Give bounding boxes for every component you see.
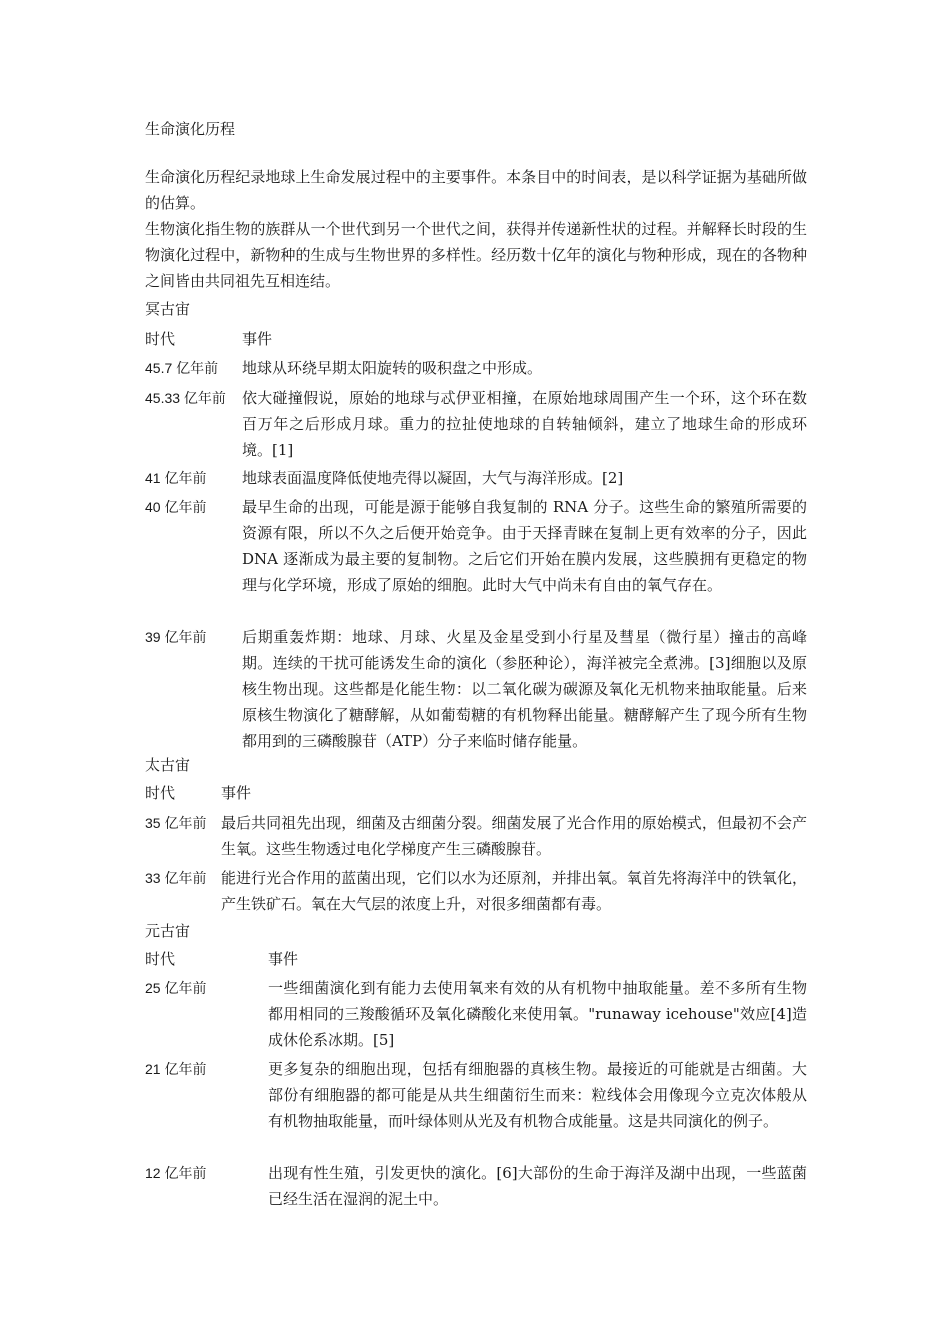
event-description: 地球从环绕早期太阳旋转的吸积盘之中形成。 xyxy=(242,359,543,377)
event-time: 25 亿年前 xyxy=(145,980,207,996)
table-row xyxy=(145,465,807,491)
intro-paragraph: 生物演化指生物的族群从一个世代到另一个世代之间，获得并传递新性状的过程。并解释长时段的生物演化过程中，新物种的生成与生物世界的多样性。经历数十亿年的演化与物种形成，现在的各物种之间皆由共同祖先互相连结。 xyxy=(145,220,807,290)
event-description: 能进行光合作用的蓝菌出现，它们以水为还原剂，并排出氧。氧首先将海洋中的铁氧化，产生铁矿石。氧在大气层的浓度上升，对很多细菌都有毒。 xyxy=(221,869,807,913)
event-description: 最后共同祖先出现，细菌及古细菌分裂。细菌发展了光合作用的原始模式，但最初不会产生氧。这些生物透过电化学梯度产生三磷酸腺苷。 xyxy=(221,814,807,858)
column-header-event: 事件 xyxy=(268,950,299,968)
event-description: 地球表面温度降低使地壳得以凝固，大气与海洋形成。[2] xyxy=(242,469,624,487)
table-row xyxy=(145,1056,807,1160)
event-description: 一些细菌演化到有能力去使用氧来有效的从有机物中抽取能量。差不多所有生物都用相同的三羧酸循环及氧化磷酸化来使用氧。"runaway icehouse"效应[4]造成休伦系冰期。[5] xyxy=(268,979,807,1049)
table-row xyxy=(145,355,807,381)
event-description: 更多复杂的细胞出现，包括有细胞器的真核生物。最接近的可能就是古细菌。大部份有细胞器的都可能是从共生细菌衍生而来：粒线体会用像现今立克次体般从有机物抽取能量，而叶绿体则从光及有机物合成能量。这是共同演化的例子。 xyxy=(268,1060,807,1130)
event-description: 后期重轰炸期：地球、月球、火星及金星受到小行星及彗星（微行星）撞击的高峰期。连续的干扰可能诱发生命的演化（参胚种论），海洋被完全煮沸。[3]细胞以及原核生物出现。这些都是化能生物：以二氧化碳为碳源及氧化无机物来抽取能量。后来原核生物演化了糖酵解，从如葡萄糖的有机物释出能量。糖酵解产生了现今所有生物都用到的三磷酸腺苷（ATP）分子来临时储存能量。 xyxy=(242,628,807,750)
table-row xyxy=(145,975,807,1053)
table-row xyxy=(145,494,807,624)
column-header-time: 时代 xyxy=(145,330,176,348)
column-header-event: 事件 xyxy=(221,784,252,802)
event-description: 最早生命的出现，可能是源于能够自我复制的 RNA 分子。这些生命的繁殖所需要的资源有限，所以不久之后便开始竞争。由于天择青睐在复制上更有效率的分子，因此 DNA 逐渐成为最主要的复制物。之后它们开始在膜内发展，这些膜拥有更稳定的物理与化学环境，形成了原始的细胞。此时大气中尚未有自由的氧气存在。 xyxy=(242,498,807,594)
intro-paragraph: 生命演化历程纪录地球上生命发展过程中的主要事件。本条目中的时间表，是以科学证据为基础所做的估算。 xyxy=(145,168,807,212)
column-header-time: 时代 xyxy=(145,784,176,802)
era-title-hadean: 冥古宙 xyxy=(145,300,191,318)
event-time: 12 亿年前 xyxy=(145,1165,207,1181)
event-time: 39 亿年前 xyxy=(145,629,207,645)
table-row xyxy=(145,1160,807,1212)
era-title-proterozoic: 元古宙 xyxy=(145,922,191,940)
event-time: 45.33 亿年前 xyxy=(145,390,226,406)
event-time: 40 亿年前 xyxy=(145,499,207,515)
event-time: 35 亿年前 xyxy=(145,815,207,831)
table-row xyxy=(145,624,807,754)
intro-section xyxy=(145,164,807,294)
event-time: 41 亿年前 xyxy=(145,470,207,486)
column-header-time: 时代 xyxy=(145,950,176,968)
table-row xyxy=(145,810,807,862)
era-title-archean: 太古宙 xyxy=(145,756,191,774)
table-row xyxy=(145,865,807,917)
table-row xyxy=(145,385,807,463)
event-time: 21 亿年前 xyxy=(145,1061,207,1077)
column-header-event: 事件 xyxy=(242,330,273,348)
event-description: 依大碰撞假说，原始的地球与忒伊亚相撞，在原始地球周围产生一个环，这个环在数百万年之后形成月球。重力的拉扯使地球的自转轴倾斜，建立了地球生命的形成环境。[1] xyxy=(242,389,807,459)
event-description: 出现有性生殖，引发更快的演化。[6]大部份的生命于海洋及湖中出现，一些蓝菌已经生活在湿润的泥土中。 xyxy=(268,1164,807,1208)
document-title: 生命演化历程 xyxy=(145,120,236,138)
event-time: 45.7 亿年前 xyxy=(145,360,219,376)
event-time: 33 亿年前 xyxy=(145,870,207,886)
